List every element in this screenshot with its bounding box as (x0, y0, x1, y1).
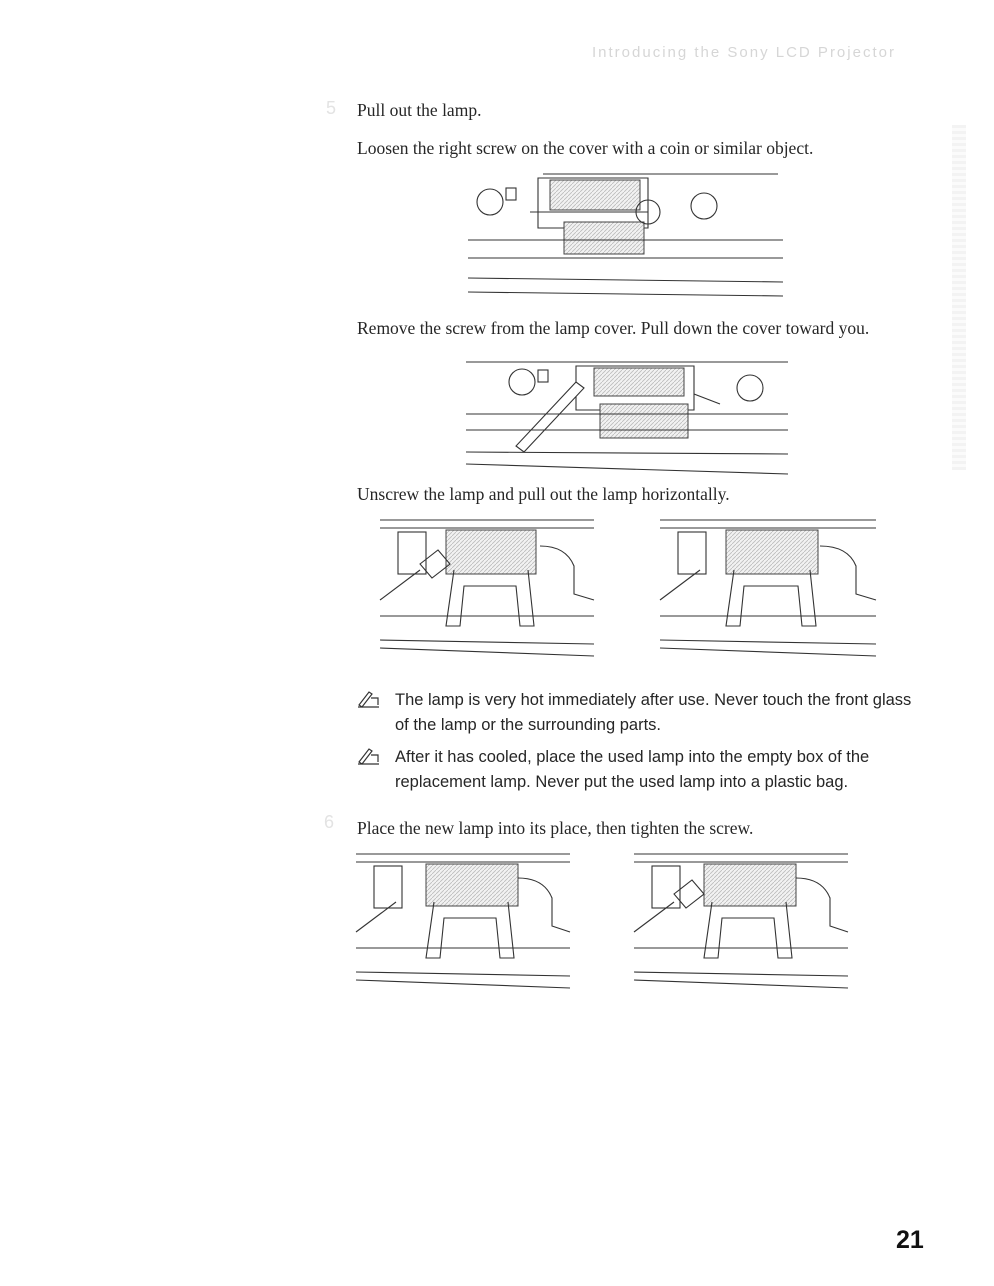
step-number: 6 (324, 812, 335, 832)
note-lamp-hot (357, 688, 917, 738)
step-text-pull-out-lamp: Pull out the lamp. (357, 100, 482, 120)
figure-loosen-screw (468, 168, 783, 300)
step-text-place-new-lamp: Place the new lamp into its place, then tighten the screw. (357, 818, 754, 838)
side-tab-strip (952, 125, 966, 470)
figure-unscrew-lamp-right (660, 516, 876, 660)
instruction-remove-screw: Remove the screw from the lamp cover. Pull down the cover toward you. (357, 318, 870, 338)
pencil-note-icon (357, 688, 379, 708)
instruction-loosen-screw: Loosen the right screw on the cover with a coin or similar object. (357, 138, 814, 158)
figure-place-lamp-right (634, 850, 848, 992)
note-text: After it has cooled, place the used lamp into the empty box of the replacement lamp. Never put the used lamp into a plastic bag. (395, 748, 870, 791)
note-text: The lamp is very hot immediately after use. Never touch the front glass of the lamp or the surrounding parts. (395, 691, 912, 734)
note-dispose-lamp (357, 745, 917, 795)
instruction-unscrew-lamp: Unscrew the lamp and pull out the lamp horizontally. (357, 484, 730, 504)
figure-unscrew-lamp-left (380, 516, 594, 660)
figure-remove-cover (466, 354, 788, 480)
figure-place-lamp-left (356, 850, 570, 992)
running-header: Introducing the Sony LCD Projector (592, 44, 896, 61)
pencil-note-icon (357, 745, 379, 765)
page-number: 21 (896, 1226, 924, 1254)
step-number: 5 (326, 98, 337, 118)
